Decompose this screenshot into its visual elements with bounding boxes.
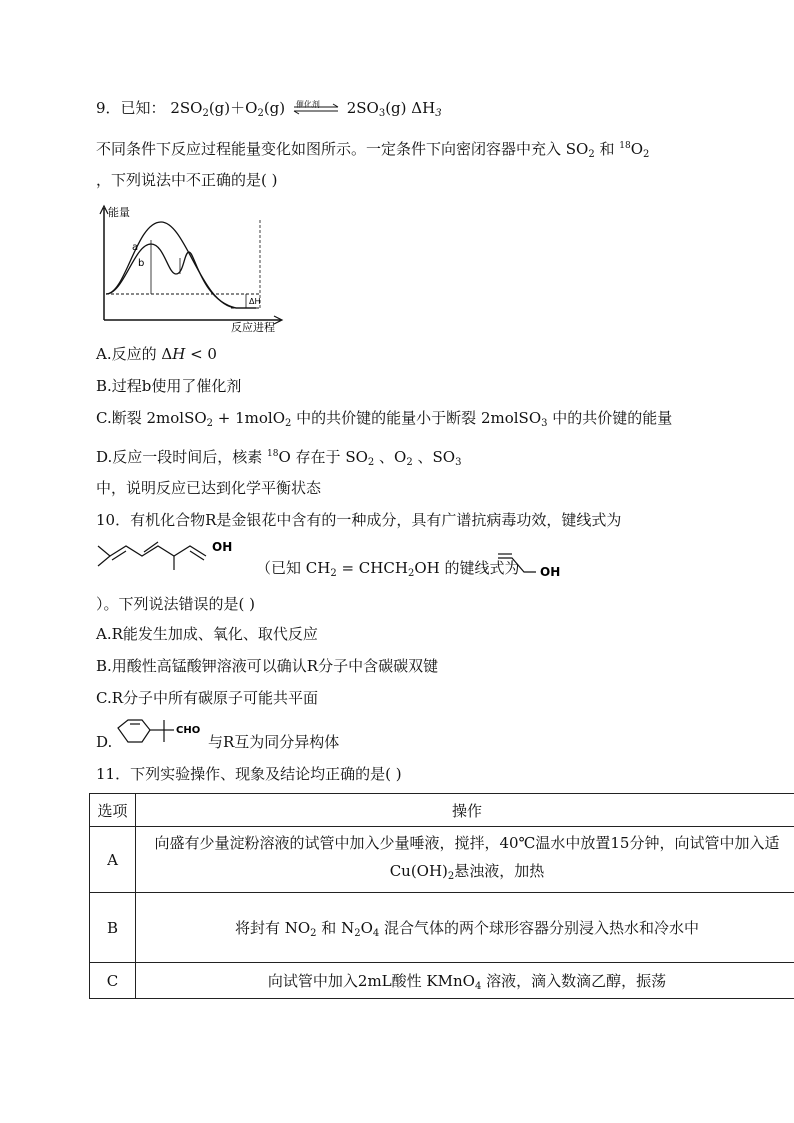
energy-profile-diagram bbox=[96, 200, 296, 334]
text: 和 bbox=[594, 140, 620, 158]
q10-option-d[interactable] bbox=[96, 732, 112, 752]
q9-option-d-line2: 中，说明反应已达到化学平衡状态 bbox=[96, 479, 322, 497]
label-delta-h: ΔH bbox=[249, 297, 261, 306]
axis-x-label: 反应进程 bbox=[231, 321, 275, 334]
op-line1: 向盛有少量淀粉溶液的试管中加入少量唾液，搅拌，40℃温水中放置15分钟，向试管中加入适 bbox=[154, 833, 780, 852]
text: Cu(OH) bbox=[389, 861, 448, 880]
table-row bbox=[90, 893, 794, 963]
text: A.反应的 Δ bbox=[96, 345, 173, 363]
q10-stem-end: ）。下列说法错误的是( ) bbox=[96, 595, 255, 613]
text: 和 N bbox=[316, 918, 355, 937]
text: + 1molO bbox=[213, 409, 286, 427]
text: 、SO bbox=[412, 448, 456, 466]
sub: 3 bbox=[435, 108, 442, 119]
sub: 2 bbox=[643, 149, 650, 160]
sub: 2 bbox=[285, 418, 292, 429]
sub: 2 bbox=[202, 108, 209, 119]
sub: 2 bbox=[330, 568, 337, 579]
row-option: A bbox=[90, 827, 136, 893]
eq-text: (g) bbox=[263, 99, 286, 117]
eq-text: (g) ΔH bbox=[385, 99, 436, 117]
text: 悬浊液，加热 bbox=[454, 861, 545, 880]
text: （已知 CH bbox=[256, 559, 331, 577]
text: O bbox=[630, 140, 644, 158]
row-operation bbox=[136, 963, 794, 999]
sub: 2 bbox=[447, 870, 455, 882]
q9-number: 9．已知： bbox=[96, 99, 166, 117]
q10-option-c[interactable]: C.R分子中所有碳原子可能共平面 bbox=[96, 689, 319, 707]
curve-a bbox=[106, 222, 256, 308]
sub: 2 bbox=[310, 927, 317, 939]
sub: 4 bbox=[474, 980, 482, 992]
text: D. bbox=[96, 733, 113, 751]
header-operation: 操作 bbox=[136, 794, 794, 827]
sup: 18 bbox=[267, 449, 279, 459]
header-option: 选项 bbox=[90, 794, 136, 827]
text: D.反应一段时间后，核素 bbox=[96, 448, 268, 466]
sub: 3 bbox=[455, 457, 462, 468]
text: 不同条件下反应过程能量变化如图所示。一定条件下向密闭容器中充入 SO bbox=[96, 140, 589, 158]
eq-product-so3: 2SO bbox=[346, 99, 379, 117]
sub: 2 bbox=[367, 457, 375, 468]
sup: 18 bbox=[619, 141, 631, 151]
eq-text: (g)＋O bbox=[208, 99, 258, 117]
q9-option-a[interactable] bbox=[96, 344, 217, 364]
reversible-arrow bbox=[290, 98, 342, 118]
q10-note bbox=[256, 558, 519, 584]
text: O 存在于 SO bbox=[278, 448, 368, 466]
sub: 2 bbox=[354, 927, 361, 939]
sub: 2 bbox=[206, 418, 214, 429]
row-option: C bbox=[90, 963, 136, 999]
text: 将封有 NO bbox=[234, 918, 311, 937]
q10-option-a[interactable]: A.R能发生加成、氧化、取代反应 bbox=[96, 625, 318, 643]
sub: 4 bbox=[372, 927, 380, 939]
q10-option-b[interactable]: B.用酸性高锰酸钾溶液可以确认R分子中含碳碳双键 bbox=[96, 657, 439, 675]
text: 中的共价键的能量小于断裂 2molSO bbox=[291, 409, 542, 427]
q10-stem: 10．有机化合物R是金银花中含有的一种成分，具有广谱抗病毒功效，键线式为 bbox=[96, 511, 622, 529]
q9-stem-line3: ，下列说法中不正确的是( ) bbox=[96, 171, 278, 189]
q9-equation bbox=[96, 98, 442, 124]
text: 混合气体的两个球形容器分别浸入热水和冷水中 bbox=[379, 918, 700, 937]
sub: 3 bbox=[541, 418, 548, 429]
curve-b bbox=[106, 244, 256, 308]
sub: 2 bbox=[257, 108, 264, 119]
q9-option-d[interactable] bbox=[96, 444, 461, 473]
label-b: b bbox=[138, 258, 145, 269]
row-option: B bbox=[90, 893, 136, 963]
table-row bbox=[90, 827, 794, 893]
text: C.断裂 2molSO bbox=[96, 409, 207, 427]
row-operation bbox=[136, 893, 794, 963]
label-a: a bbox=[132, 242, 139, 253]
q11-stem: 11．下列实验操作、现象及结论均正确的是( ) bbox=[96, 765, 402, 783]
text: < 0 bbox=[185, 345, 217, 363]
sub: 2 bbox=[406, 457, 413, 468]
cyclohexenyl-aldehyde-formula bbox=[114, 716, 210, 750]
text: O bbox=[360, 918, 373, 937]
catalyst-label: 催化剂 bbox=[295, 100, 320, 109]
text: 溶液，滴入数滴乙醇，振荡 bbox=[481, 971, 667, 990]
allyl-alcohol-skeletal-formula bbox=[496, 550, 566, 580]
text: 中的共价键的能量 bbox=[547, 409, 673, 427]
q9-stem-line2 bbox=[96, 136, 649, 165]
table-header-row bbox=[90, 794, 794, 827]
sub: 3 bbox=[378, 108, 386, 119]
eq-reactant-so2: 2SO bbox=[170, 99, 203, 117]
q10-option-d-text: 与R互为同分异构体 bbox=[208, 733, 340, 751]
text: 向试管中加入2mL酸性 KMnO bbox=[267, 971, 475, 990]
compound-r-skeletal-formula bbox=[96, 536, 256, 576]
axis-y-label: 能量 bbox=[108, 206, 130, 219]
table-row bbox=[90, 963, 794, 999]
allyl-oh-label: OH bbox=[540, 565, 561, 579]
equilibrium-arrow-icon bbox=[290, 98, 342, 118]
text: = CHCH bbox=[336, 559, 408, 577]
op-line2 bbox=[142, 857, 792, 891]
r-oh-label: OH bbox=[212, 540, 233, 554]
text: 、O bbox=[374, 448, 407, 466]
cho-label: CHO bbox=[176, 725, 201, 736]
experiment-table bbox=[89, 793, 794, 999]
text: H bbox=[172, 345, 186, 363]
q9-option-b[interactable]: B.过程b使用了催化剂 bbox=[96, 377, 242, 395]
row-operation bbox=[136, 827, 794, 893]
q9-option-c[interactable] bbox=[96, 408, 672, 434]
text: OH 的键线式为 bbox=[414, 559, 520, 577]
sub: 2 bbox=[407, 568, 415, 579]
sub: 2 bbox=[588, 149, 595, 160]
